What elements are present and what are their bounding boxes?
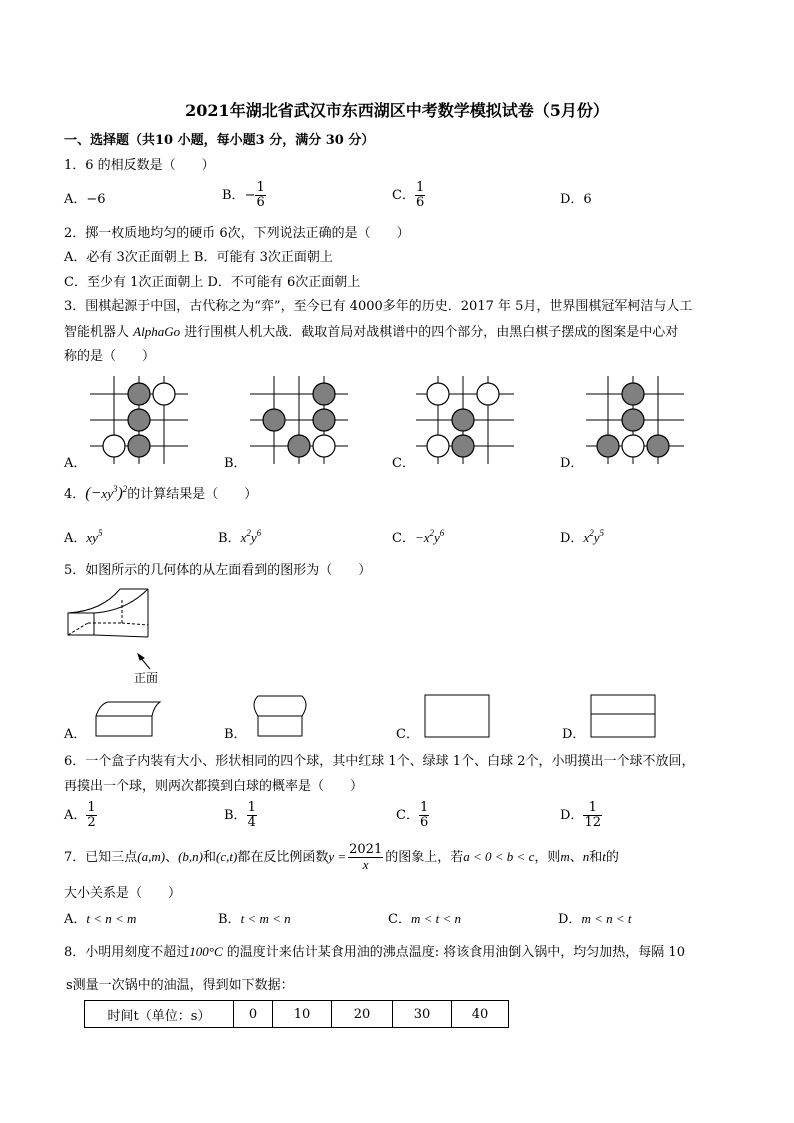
- q4-option-b[interactable]: B．$x^2y^6$: [218, 528, 262, 546]
- q7-option-d[interactable]: D．m < n < t: [558, 911, 632, 927]
- q1-stem: 1．6 的相反数是（ ）: [64, 158, 215, 173]
- q3-figure-b: [250, 376, 350, 464]
- q2-options-ab[interactable]: A．必有 3次正面朝上 B．可能有 3次正面朝上: [64, 250, 333, 265]
- q1-b-fraction: $\frac{1}{6}$: [256, 180, 265, 210]
- q1-option-c[interactable]: C． $\frac{1}{6}$: [392, 180, 425, 210]
- q7-option-b[interactable]: B．t < m < n: [218, 911, 291, 927]
- q6-option-a[interactable]: A． $\frac{1}{2}$: [64, 800, 96, 830]
- section-heading: 一、选择题（共10 小题，每小题3 分，满分 30 分）: [64, 133, 375, 148]
- table-cell: 10: [273, 1001, 332, 1028]
- q3-option-b[interactable]: B．: [224, 456, 247, 471]
- q3-option-c[interactable]: C．: [392, 456, 415, 471]
- q5-option-a[interactable]: A．: [64, 727, 87, 742]
- page-title: 2021年湖北省武汉市东西湖区中考数学模拟试卷（5月份）: [185, 101, 609, 120]
- table-cell: 40: [452, 1001, 509, 1028]
- q3-option-a[interactable]: A．: [64, 456, 87, 471]
- q7-option-c[interactable]: C．m < t < n: [388, 911, 461, 927]
- q1-option-d[interactable]: D．6: [560, 192, 592, 207]
- table-cell: 0: [234, 1001, 273, 1028]
- q6-stem-line1: 6．一个盒子内装有大小、形状相同的四个球，其中红球 1个、绿球 1个、白球 2个，小明摸出一个球不放回，: [64, 754, 695, 769]
- q5-solid-figure: [64, 585, 176, 665]
- q1-option-a[interactable]: A．−6: [64, 192, 106, 207]
- q3-stem-line2: 智能机器人 AlphaGo 进行围棋人机大战．截取首局对战棋谱中的四个部分，由黑白棋子摆成的图案是中心对: [64, 324, 679, 340]
- q7-stem-line2: 大小关系是（ ）: [64, 886, 182, 901]
- q2-options-cd[interactable]: C．至少有 1次正面朝上 D．不可能有 6次正面朝上: [64, 275, 361, 290]
- q5-option-c-figure: [424, 694, 494, 740]
- q6-stem-line2: 再摸出一个球，则两次都摸到白球的概率是（ ）: [64, 779, 364, 794]
- q5-option-b-figure: [250, 692, 312, 740]
- q6-option-b[interactable]: B． $\frac{1}{4}$: [224, 800, 256, 830]
- q8-stem-line1: 8．小明用刻度不超过100°C 的温度计来估计某食用油的沸点温度: 将该食用油倒入锅中，均匀加热，每隔 10: [64, 944, 685, 960]
- q5-stem: 5．如图所示的几何体的从左面看到的图形为（ ）: [64, 563, 372, 578]
- table-header-cell: 时间t（单位：s）: [85, 1001, 234, 1028]
- q7-option-a[interactable]: A．t < n < m: [64, 911, 137, 927]
- q5-option-d[interactable]: D．: [562, 727, 586, 742]
- q8-data-table: [84, 1000, 509, 1028]
- q4-option-d[interactable]: D．$x^2y^5$: [560, 528, 604, 546]
- q6-option-c[interactable]: C． $\frac{1}{6}$: [396, 800, 429, 830]
- table-row: [85, 1001, 509, 1028]
- q4-option-a[interactable]: A．$xy^5$: [64, 528, 103, 546]
- q1-c-fraction: $\frac{1}{6}$: [415, 180, 425, 210]
- q2-stem: 2．掷一枚质地均匀的硬币 6次，下列说法正确的是（ ）: [64, 226, 410, 241]
- q3-stem-line1: 3．围棋起源于中国，古代称之为“弈”，至今已有 4000多年的历史．2017 年 5月，世界围棋冠军柯洁与人工: [64, 299, 693, 314]
- q3-figure-a: [90, 376, 190, 464]
- q5-option-d-figure: [590, 694, 660, 740]
- q5-option-b[interactable]: B．: [224, 727, 247, 742]
- q1-option-b[interactable]: B．− $\frac{1}{6}$: [222, 180, 265, 210]
- q3-figure-d: [586, 376, 686, 464]
- q3-option-d[interactable]: D．: [560, 456, 584, 471]
- table-cell: 20: [332, 1001, 393, 1028]
- q5-option-a-figure: [92, 696, 162, 740]
- q4-stem: 4．$(-xy^3)^2$的计算结果是（ ）: [64, 484, 258, 502]
- table-cell: 30: [393, 1001, 452, 1028]
- q5-front-label: 正面: [134, 671, 159, 685]
- q7-stem-line1: 7．已知三点(a,m)、(b,n)和(c,t)都在反比例函数y = $\frac{2021}{x}$ 的图象上，若a < 0 < b < c，则m、n和t的: [64, 842, 619, 872]
- q4-option-c[interactable]: C．$-x^2y^6$: [392, 528, 445, 546]
- q8-stem-line2: s测量一次锅中的油温，得到如下数据：: [66, 978, 294, 993]
- q3-figure-c: [416, 376, 516, 464]
- q5-option-c[interactable]: C．: [396, 727, 419, 742]
- q3-stem-line3: 称的是（ ）: [64, 349, 156, 364]
- q6-option-d[interactable]: D． $\frac{1}{12}$: [560, 800, 601, 830]
